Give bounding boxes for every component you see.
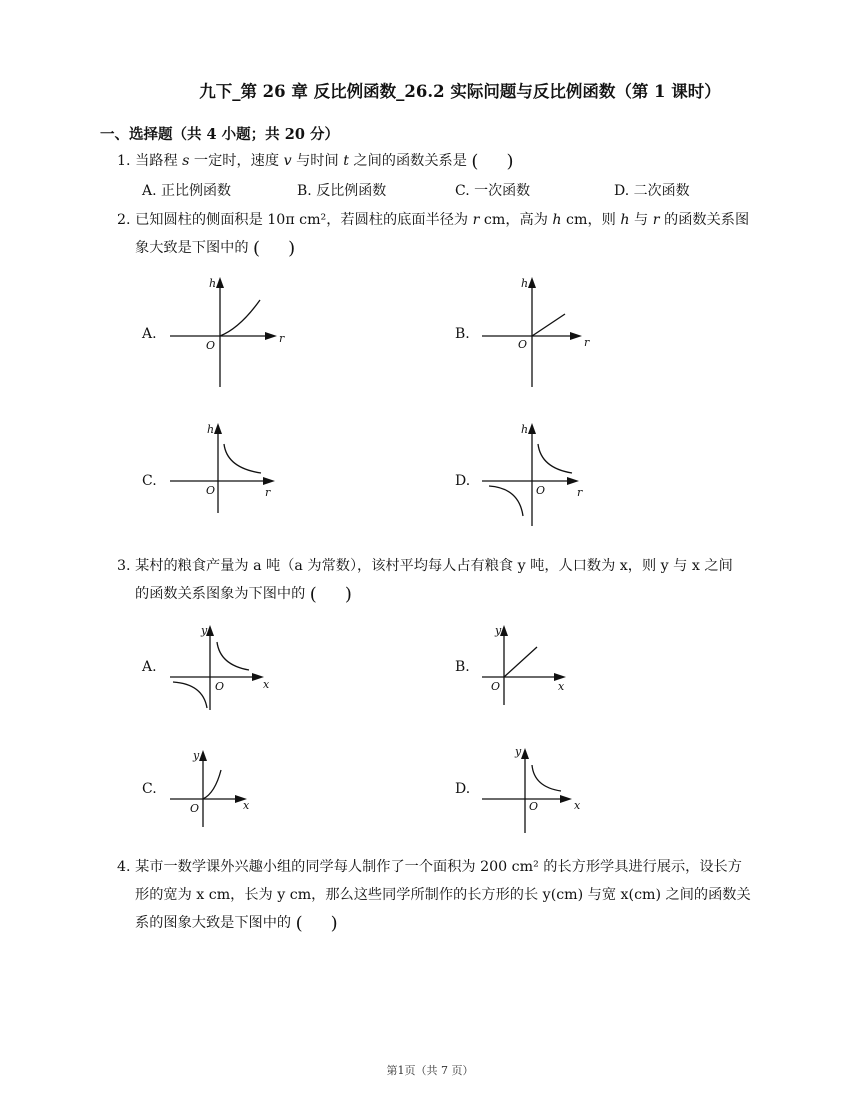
question-text: 当路程 [135, 153, 183, 169]
question-number: 2. [117, 212, 131, 228]
question-3 [117, 552, 767, 609]
question-number: 1. [117, 153, 131, 169]
variable: r [472, 212, 480, 228]
origin-label: O [206, 484, 216, 497]
graph-2d [477, 418, 607, 530]
graph-label-b: B. [455, 326, 470, 342]
variable: r [652, 212, 660, 228]
axis-label-y: h [521, 277, 529, 290]
question-text: 的函数关系图象为下图中的 [135, 586, 306, 602]
axis-label-y: y [193, 749, 200, 762]
graph-label-d: D. [455, 473, 471, 489]
axis-label-x: r [265, 486, 271, 499]
answer-blank[interactable]: ( ) [471, 151, 514, 172]
question-text: 系的图象大致是下图中的 [135, 915, 292, 931]
origin-label: O [536, 484, 546, 497]
variable: v [283, 153, 292, 169]
variable: h [552, 212, 562, 228]
option-c: C. 一次函数 [455, 183, 531, 199]
question-text: 的函数关系图 [659, 212, 750, 228]
origin-label: O [518, 338, 528, 351]
answer-blank[interactable]: ( ) [309, 584, 352, 605]
axis-label-x: x [558, 680, 565, 693]
option-a: A. 正比例函数 [142, 183, 232, 199]
question-2 [117, 206, 767, 263]
question-number: 4. [117, 859, 131, 875]
axis-label-y: y [515, 745, 522, 758]
question-4 [117, 853, 767, 938]
origin-label: O [206, 339, 216, 352]
graph-label-d: D. [455, 781, 471, 797]
question-text: 与 [629, 212, 653, 228]
graph-2a [165, 272, 295, 392]
graph-2c [165, 418, 295, 518]
answer-blank[interactable]: ( ) [295, 913, 338, 934]
option-d: D. 二次函数 [614, 183, 690, 199]
axis-label-x: x [243, 799, 250, 812]
graph-3c [165, 745, 265, 830]
question-text: cm，高为 [479, 212, 553, 228]
origin-label: O [215, 680, 225, 693]
axis-label-y: y [495, 624, 502, 637]
question-1 [117, 147, 767, 176]
answer-blank[interactable]: ( ) [253, 238, 296, 259]
graph-label-a: A. [142, 326, 157, 342]
graph-label-c: C. [142, 781, 157, 797]
page-footer: 第1页（共 7 页） [386, 1064, 474, 1077]
question-text: 一定时，速度 [189, 153, 284, 169]
axis-label-y: h [209, 277, 217, 290]
question-text: 已知圆柱的侧面积是 10π cm²，若圆柱的底面半径为 [135, 212, 473, 228]
variable: s [182, 153, 190, 169]
option-b: B. 反比例函数 [297, 183, 387, 199]
axis-label-y: h [207, 423, 215, 436]
axis-label-x: r [577, 486, 583, 499]
graph-2b [477, 272, 607, 392]
page-title: 九下_第 26 章 反比例函数_26.2 实际问题与反比例函数（第 1 课时） [199, 82, 721, 101]
graph-label-a: A. [142, 659, 157, 675]
question-text: 之间的函数关系是 [348, 153, 467, 169]
variable: h [620, 212, 630, 228]
section-heading: 一、选择题（共 4 小题；共 20 分） [100, 126, 339, 143]
axis-label-x: x [574, 799, 581, 812]
question-text: 某村的粮食产量为 a 吨（a 为常数），该村平均每人占有粮食 y 吨，人口数为 x，则 y 与 x 之间 [135, 558, 733, 574]
origin-label: O [529, 800, 539, 813]
question-number: 3. [117, 558, 131, 574]
question-text: 与时间 [291, 153, 344, 169]
question-text: 某市一数学课外兴趣小组的同学每人制作了一个面积为 200 cm² 的长方形学具进行展示，设长方 [135, 859, 742, 875]
axis-label-x: x [263, 678, 270, 691]
axis-label-y: h [521, 423, 529, 436]
variable: t [343, 153, 349, 169]
graph-label-c: C. [142, 473, 157, 489]
axis-label-x: r [584, 336, 590, 349]
origin-label: O [190, 802, 200, 815]
question-text: 形的宽为 x cm，长为 y cm，那么这些同学所制作的长方形的长 y(cm) 与宽 x(cm) 之间的函数关 [135, 887, 751, 903]
question-text: 象大致是下图中的 [135, 240, 249, 256]
graph-3b [477, 620, 597, 708]
graph-3a [165, 620, 285, 712]
graph-3d [477, 743, 597, 835]
graph-label-b: B. [455, 659, 470, 675]
question-text: cm，则 [561, 212, 621, 228]
origin-label: O [491, 680, 501, 693]
axis-label-y: y [201, 624, 208, 637]
axis-label-x: r [279, 332, 285, 345]
